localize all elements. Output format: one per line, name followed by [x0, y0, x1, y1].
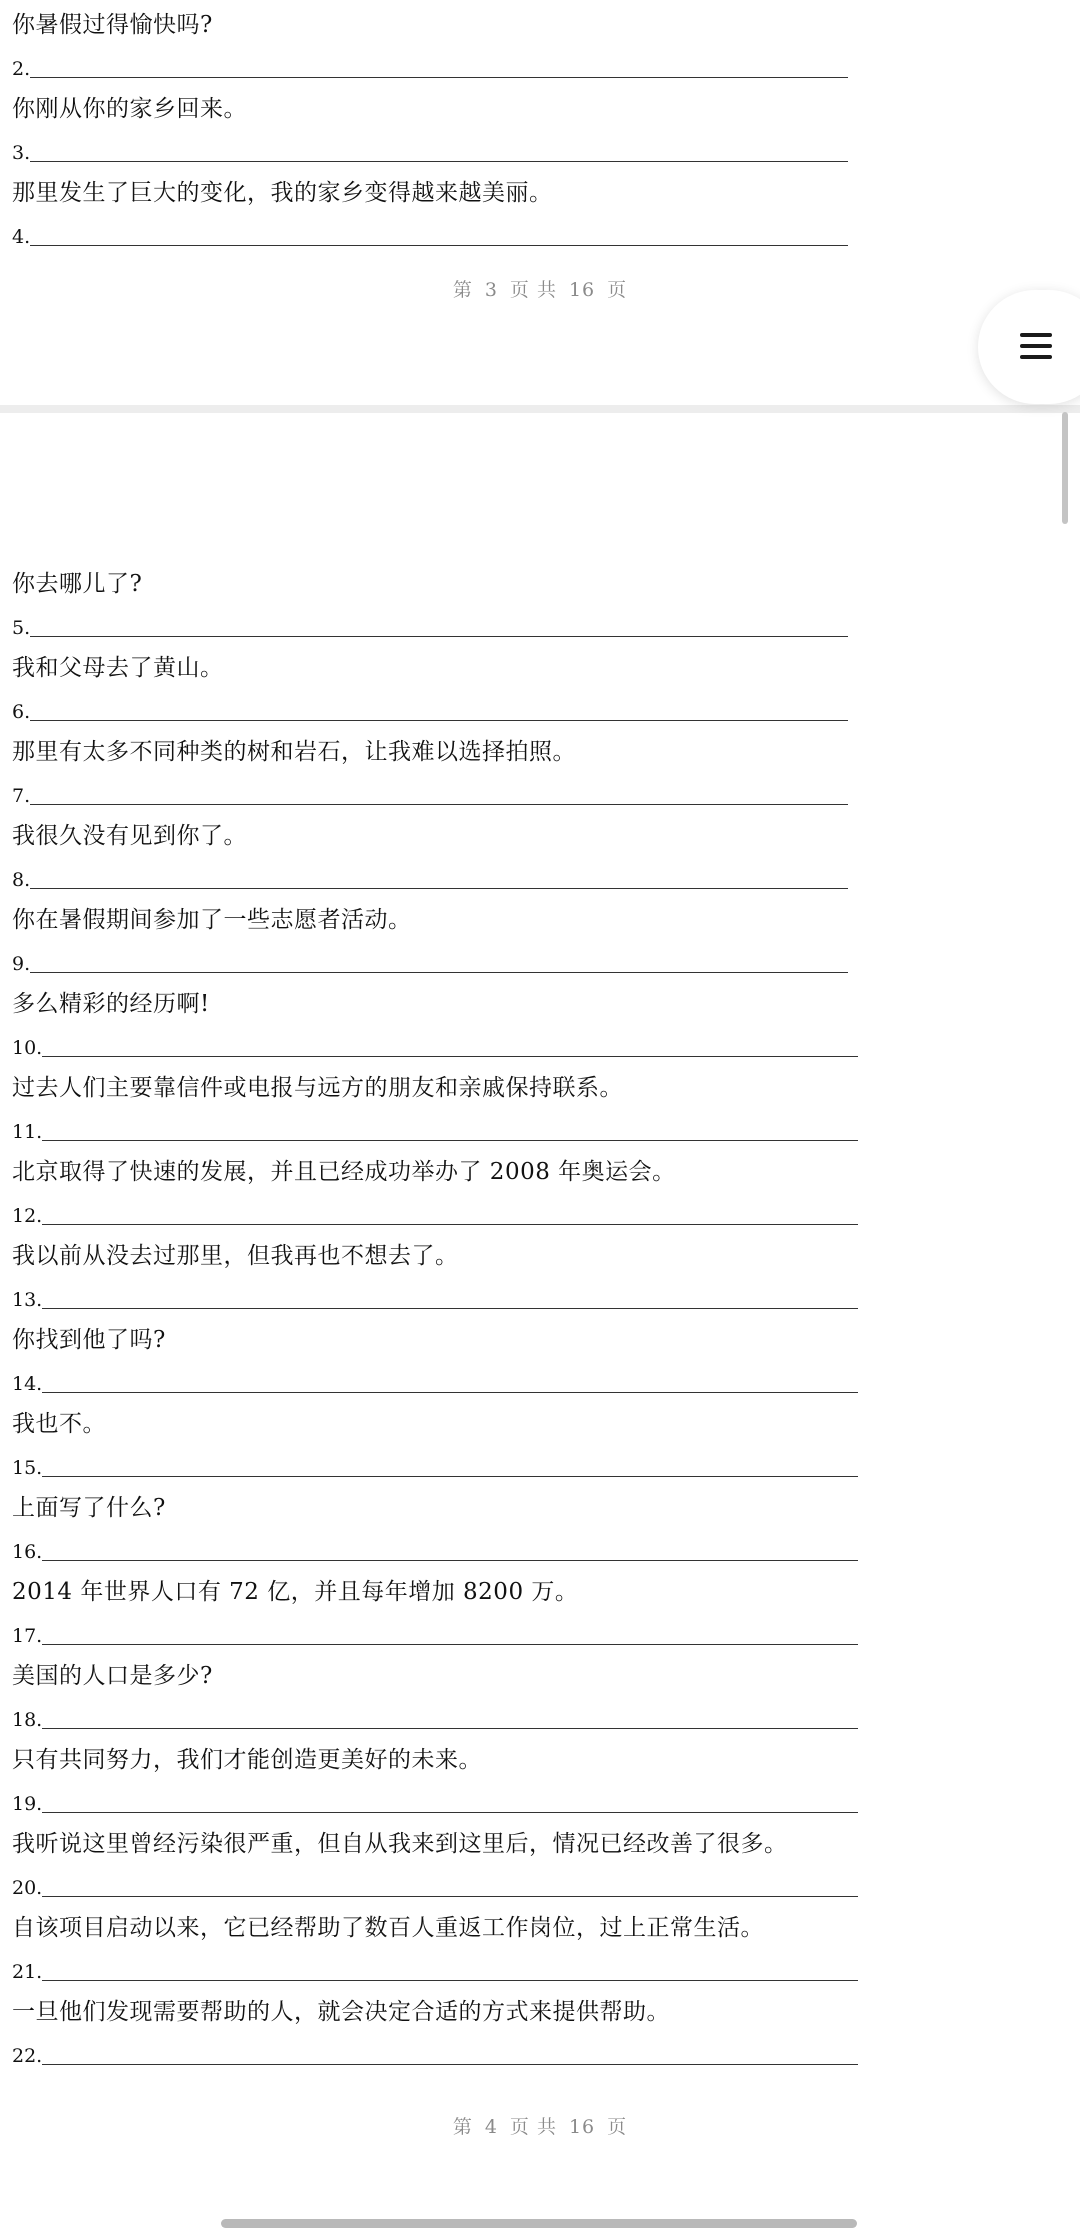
- footer-total-pages: 16: [568, 279, 596, 301]
- question-number: 8.: [12, 869, 31, 891]
- answer-line: [12, 863, 848, 893]
- question-sentence: 你刚从你的家乡回来。: [12, 96, 247, 122]
- question-number: 3.: [12, 142, 31, 164]
- answer-blank[interactable]: [42, 1812, 858, 1813]
- question-number: 11.: [12, 1121, 43, 1143]
- answer-blank[interactable]: [30, 804, 848, 805]
- answer-line: [12, 1031, 858, 1061]
- question-sentence: 我听说这里曾经污染很严重，但自从我来到这里后，情况已经改善了很多。: [12, 1831, 788, 1857]
- answer-line: [12, 1955, 858, 1985]
- footer-current-page: 4: [484, 2116, 498, 2138]
- footer-prefix: 第: [452, 279, 473, 301]
- question-sentence: 北京取得了快速的发展，并且已经成功举办了 2008 年奥运会。: [12, 1159, 676, 1185]
- footer-suffix: 页: [607, 2116, 628, 2138]
- question-number: 12.: [12, 1205, 43, 1227]
- page-separator: [0, 405, 1080, 413]
- question-sentence: 过去人们主要靠信件或电报与远方的朋友和亲戚保持联系。: [12, 1075, 623, 1101]
- question-number: 13.: [12, 1289, 43, 1311]
- answer-blank[interactable]: [30, 720, 848, 721]
- answer-blank[interactable]: [42, 1896, 858, 1897]
- question-sentence: 美国的人口是多少?: [12, 1663, 213, 1689]
- question-number: 21.: [12, 1961, 43, 1983]
- question-sentence: 自该项目启动以来，它已经帮助了数百人重返工作岗位，过上正常生活。: [12, 1915, 764, 1941]
- answer-line: [12, 1451, 858, 1481]
- answer-line: [12, 1367, 858, 1397]
- question-number: 10.: [12, 1037, 43, 1059]
- question-number: 14.: [12, 1373, 43, 1395]
- question-number: 19.: [12, 1793, 43, 1815]
- question-number: 5.: [12, 617, 31, 639]
- answer-line: [12, 1535, 858, 1565]
- question-number: 2.: [12, 58, 31, 80]
- question-sentence: 你在暑假期间参加了一些志愿者活动。: [12, 907, 412, 933]
- footer-prefix: 第: [452, 2116, 473, 2138]
- question-sentence: 你找到他了吗?: [12, 1327, 166, 1353]
- page-3-footer: [0, 275, 1080, 302]
- answer-line: [12, 1871, 858, 1901]
- answer-line: [12, 136, 848, 166]
- answer-blank[interactable]: [30, 888, 848, 889]
- answer-line: [12, 1703, 858, 1733]
- question-number: 20.: [12, 1877, 43, 1899]
- question-sentence: 一旦他们发现需要帮助的人，就会决定合适的方式来提供帮助。: [12, 1999, 670, 2025]
- answer-blank[interactable]: [30, 245, 848, 246]
- answer-blank[interactable]: [42, 1392, 858, 1393]
- answer-line: [12, 1619, 858, 1649]
- answer-blank[interactable]: [30, 77, 848, 78]
- answer-line: [12, 611, 848, 641]
- answer-blank[interactable]: [42, 1308, 858, 1309]
- document-page-4: [0, 413, 1080, 2237]
- question-number: 18.: [12, 1709, 43, 1731]
- answer-blank[interactable]: [30, 972, 848, 973]
- answer-line: [12, 1115, 858, 1145]
- answer-blank[interactable]: [42, 1728, 858, 1729]
- answer-blank[interactable]: [30, 636, 848, 637]
- question-number: 6.: [12, 701, 31, 723]
- question-number: 7.: [12, 785, 31, 807]
- question-sentence: 2014 年世界人口有 72 亿，并且每年增加 8200 万。: [12, 1579, 579, 1605]
- footer-middle: 页 共: [509, 2116, 557, 2138]
- question-sentence: 那里发生了巨大的变化，我的家乡变得越来越美丽。: [12, 180, 553, 206]
- answer-blank[interactable]: [42, 1140, 858, 1141]
- answer-line: [12, 52, 848, 82]
- question-number: 9.: [12, 953, 31, 975]
- question-number: 17.: [12, 1625, 43, 1647]
- question-number: 4.: [12, 226, 31, 248]
- answer-blank[interactable]: [42, 1476, 858, 1477]
- footer-current-page: 3: [484, 279, 498, 301]
- answer-line: [12, 220, 848, 250]
- question-sentence: 那里有太多不同种类的树和岩石，让我难以选择拍照。: [12, 739, 576, 765]
- answer-blank[interactable]: [42, 1224, 858, 1225]
- answer-line: [12, 695, 848, 725]
- answer-blank[interactable]: [42, 1560, 858, 1561]
- answer-blank[interactable]: [42, 2064, 858, 2065]
- answer-blank[interactable]: [42, 1056, 858, 1057]
- question-sentence: 你暑假过得愉快吗?: [12, 12, 213, 38]
- answer-blank[interactable]: [30, 161, 848, 162]
- vertical-scrollbar[interactable]: [1062, 412, 1068, 524]
- footer-suffix: 页: [607, 279, 628, 301]
- question-sentence: 我以前从没去过那里，但我再也不想去了。: [12, 1243, 459, 1269]
- answer-line: [12, 1283, 858, 1313]
- footer-total-pages: 16: [568, 2116, 596, 2138]
- question-sentence: 只有共同努力，我们才能创造更美好的未来。: [12, 1747, 482, 1773]
- answer-line: [12, 2039, 858, 2069]
- question-number: 22.: [12, 2045, 43, 2067]
- question-sentence: 我和父母去了黄山。: [12, 655, 224, 681]
- answer-blank[interactable]: [42, 1644, 858, 1645]
- question-sentence: 多么精彩的经历啊!: [12, 991, 210, 1017]
- question-number: 15.: [12, 1457, 43, 1479]
- answer-line: [12, 1787, 858, 1817]
- menu-button[interactable]: [978, 290, 1080, 404]
- question-sentence: 上面写了什么?: [12, 1495, 166, 1521]
- question-sentence: 我也不。: [12, 1411, 106, 1437]
- answer-line: [12, 947, 848, 977]
- answer-line: [12, 1199, 858, 1229]
- answer-line: [12, 779, 848, 809]
- question-sentence: 你去哪儿了?: [12, 571, 143, 597]
- question-sentence: 我很久没有见到你了。: [12, 823, 247, 849]
- home-indicator[interactable]: [221, 2219, 857, 2228]
- document-page-3: [0, 0, 1080, 405]
- footer-middle: 页 共: [509, 279, 557, 301]
- question-number: 16.: [12, 1541, 43, 1563]
- page-4-footer: [0, 2112, 1080, 2139]
- answer-blank[interactable]: [42, 1980, 858, 1981]
